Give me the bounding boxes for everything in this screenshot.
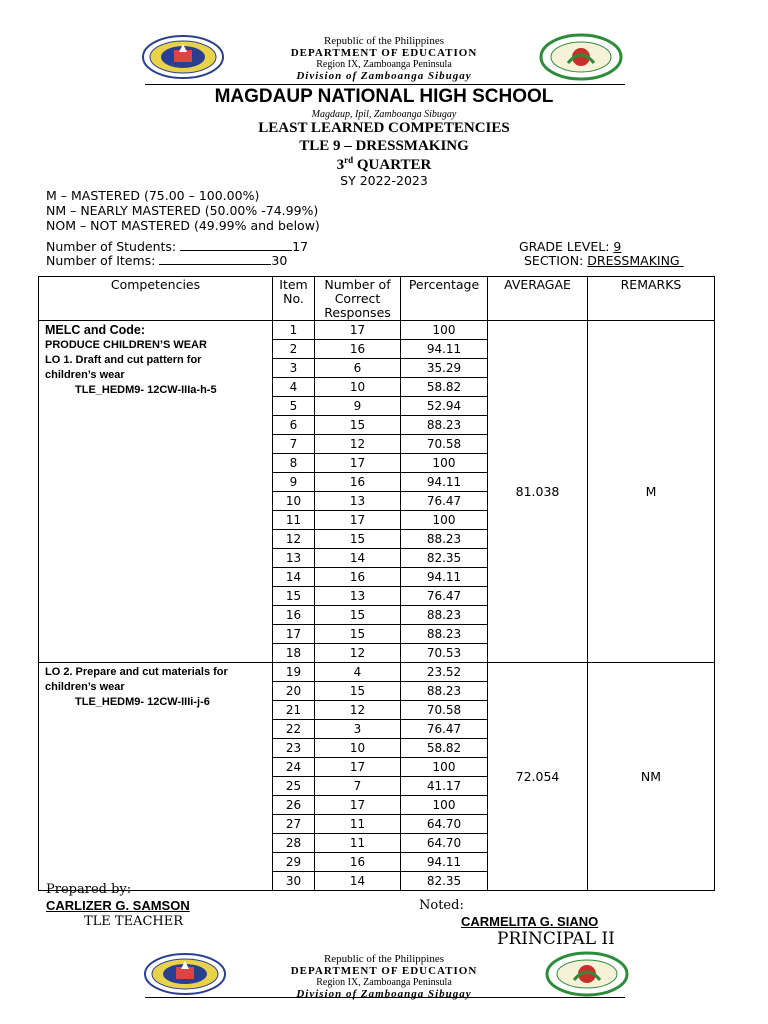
percentage-cell: 76.47 — [401, 492, 488, 511]
item-no-cell: 14 — [273, 568, 315, 587]
republic-text: Republic of the Philippines — [323, 35, 445, 47]
item-no-cell: 20 — [273, 682, 315, 701]
noted-label: Noted: — [419, 898, 464, 913]
item-no-cell: 13 — [273, 549, 315, 568]
header-remarks: REMARKS — [588, 277, 715, 321]
percentage-cell: 100 — [401, 454, 488, 473]
item-no-cell: 3 — [273, 359, 315, 378]
percentage-cell: 88.23 — [401, 682, 488, 701]
percentage-cell: 64.70 — [401, 834, 488, 853]
item-no-cell: 26 — [273, 796, 315, 815]
table-row — [39, 663, 715, 682]
students-value: 17 — [292, 239, 309, 254]
remarks-cell: NM — [588, 663, 715, 891]
correct-responses-cell: 4 — [315, 663, 401, 682]
correct-responses-cell: 16 — [315, 473, 401, 492]
item-no-cell: 19 — [273, 663, 315, 682]
percentage-cell: 70.58 — [401, 701, 488, 720]
prepared-label: Prepared by: — [46, 882, 132, 897]
header-average: AVERAGAE — [488, 277, 588, 321]
percentage-cell: 64.70 — [401, 815, 488, 834]
average-cell: 72.054 — [488, 663, 588, 891]
percentage-cell: 76.47 — [401, 720, 488, 739]
noted-title: PRINCIPAL II — [497, 929, 615, 949]
percentage-cell: 88.23 — [401, 530, 488, 549]
header-item-no: Item No. — [273, 277, 315, 321]
item-no-cell: 4 — [273, 378, 315, 397]
school-name: MAGDAUP NATIONAL HIGH SCHOOL — [214, 86, 554, 107]
legend-nearly-mastered: NM – NEARLY MASTERED (50.00% -74.99%) — [46, 203, 319, 218]
item-no-cell: 12 — [273, 530, 315, 549]
competency-line2: LO 2. Prepare and cut materials for — [45, 666, 228, 678]
competency-line2: LO 1. Draft and cut pattern for — [45, 354, 202, 366]
percentage-cell: 88.23 — [401, 606, 488, 625]
percentage-cell: 70.58 — [401, 435, 488, 454]
percentage-cell: 94.11 — [401, 853, 488, 872]
correct-responses-cell: 12 — [315, 644, 401, 663]
correct-responses-cell: 16 — [315, 568, 401, 587]
competency-line3: children’s wear — [45, 369, 125, 381]
correct-responses-cell: 15 — [315, 682, 401, 701]
percentage-cell: 23.52 — [401, 663, 488, 682]
percentage-cell: 94.11 — [401, 340, 488, 359]
mastery-legend — [46, 188, 320, 233]
correct-responses-cell: 11 — [315, 815, 401, 834]
percentage-cell: 76.47 — [401, 587, 488, 606]
item-no-cell: 5 — [273, 397, 315, 416]
percentage-cell: 82.35 — [401, 549, 488, 568]
item-no-cell: 24 — [273, 758, 315, 777]
table-row — [39, 321, 715, 340]
competencies-table — [38, 276, 715, 891]
item-no-cell: 27 — [273, 815, 315, 834]
department-text: DEPARTMENT OF EDUCATION — [290, 47, 478, 59]
header-percentage: Percentage — [401, 277, 488, 321]
item-no-cell: 23 — [273, 739, 315, 758]
percentage-cell: 82.35 — [401, 872, 488, 891]
items-info: Number of Items: 30 — [46, 253, 288, 268]
percentage-cell: 88.23 — [401, 416, 488, 435]
correct-responses-cell: 10 — [315, 378, 401, 397]
competency-code: TLE_HEDM9- 12CW-IIIi-j-6 — [75, 696, 210, 708]
item-no-cell: 29 — [273, 853, 315, 872]
correct-responses-cell: 11 — [315, 834, 401, 853]
item-no-cell: 2 — [273, 340, 315, 359]
grade-info: GRADE LEVEL: 9 — [519, 239, 622, 254]
correct-responses-cell: 3 — [315, 720, 401, 739]
average-cell: 81.038 — [488, 321, 588, 663]
percentage-cell: 58.82 — [401, 378, 488, 397]
section-value: DRESSMAKING — [587, 253, 680, 268]
footer-rule — [145, 997, 625, 998]
item-no-cell: 8 — [273, 454, 315, 473]
correct-responses-cell: 10 — [315, 739, 401, 758]
region-text: Region IX, Zamboanga Peninsula — [316, 59, 452, 70]
item-no-cell: 22 — [273, 720, 315, 739]
deped-footer: Republic of the Philippines DEPARTMENT OF EDUCATION Region IX, Zamboanga Peninsula Division of Zamboanga Sibugay — [290, 953, 478, 1000]
correct-responses-cell: 17 — [315, 758, 401, 777]
correct-responses-cell: 14 — [315, 872, 401, 891]
header-competencies: Competencies — [39, 277, 273, 321]
deped-header — [0, 35, 768, 82]
percentage-cell: 41.17 — [401, 777, 488, 796]
school-year: SY 2022-2023 — [340, 173, 428, 188]
item-no-cell: 1 — [273, 321, 315, 340]
correct-responses-cell: 17 — [315, 796, 401, 815]
remarks-cell: M — [588, 321, 715, 663]
report-quarter: 3rd QUARTER — [336, 155, 432, 173]
item-no-cell: 25 — [273, 777, 315, 796]
correct-responses-cell: 13 — [315, 492, 401, 511]
correct-responses-cell: 14 — [315, 549, 401, 568]
competency-cell — [39, 321, 273, 663]
prepared-title: TLE TEACHER — [84, 914, 184, 929]
report-subject: TLE 9 – DRESSMAKING — [299, 138, 469, 154]
item-no-cell: 28 — [273, 834, 315, 853]
competency-line3: children’s wear — [45, 681, 125, 693]
correct-responses-cell: 15 — [315, 530, 401, 549]
item-no-cell: 18 — [273, 644, 315, 663]
division-seal-top — [538, 33, 624, 86]
item-no-cell: 6 — [273, 416, 315, 435]
correct-responses-cell: 9 — [315, 397, 401, 416]
competency-melc-heading: MELC and Code: — [45, 323, 145, 337]
correct-responses-cell: 12 — [315, 701, 401, 720]
percentage-cell: 35.29 — [401, 359, 488, 378]
division-text: Division of Zamboanga Sibugay — [296, 70, 472, 82]
item-no-cell: 21 — [273, 701, 315, 720]
correct-responses-cell: 17 — [315, 321, 401, 340]
prepared-name: CARLIZER G. SAMSON — [46, 898, 190, 913]
correct-responses-cell: 15 — [315, 625, 401, 644]
percentage-cell: 52.94 — [401, 397, 488, 416]
noted-name: CARMELITA G. SIANO — [461, 914, 599, 929]
competency-cell — [39, 663, 273, 891]
correct-responses-cell: 6 — [315, 359, 401, 378]
students-info: Number of Students: 17 — [46, 239, 309, 254]
correct-responses-cell: 17 — [315, 511, 401, 530]
header-rule — [145, 84, 625, 85]
percentage-cell: 100 — [401, 796, 488, 815]
correct-responses-cell: 15 — [315, 606, 401, 625]
percentage-cell: 100 — [401, 758, 488, 777]
percentage-cell: 100 — [401, 321, 488, 340]
percentage-cell: 94.11 — [401, 473, 488, 492]
item-no-cell: 30 — [273, 872, 315, 891]
report-title: LEAST LEARNED COMPETENCIES — [258, 120, 510, 136]
percentage-cell: 94.11 — [401, 568, 488, 587]
correct-responses-cell: 13 — [315, 587, 401, 606]
percentage-cell: 100 — [401, 511, 488, 530]
competency-code: TLE_HEDM9- 12CW-IIIa-h-5 — [75, 384, 217, 396]
table-header-row — [39, 277, 715, 321]
header-correct-responses: Number of Correct Responses — [315, 277, 401, 321]
correct-responses-cell: 12 — [315, 435, 401, 454]
correct-responses-cell: 16 — [315, 853, 401, 872]
legend-mastered: M – MASTERED (75.00 – 100.00%) — [46, 188, 260, 203]
legend-not-mastered: NOM – NOT MASTERED (49.99% and below) — [46, 218, 320, 233]
correct-responses-cell: 15 — [315, 416, 401, 435]
correct-responses-cell: 16 — [315, 340, 401, 359]
section-info: SECTION: DRESSMAKING — [524, 253, 680, 268]
item-no-cell: 9 — [273, 473, 315, 492]
percentage-cell: 58.82 — [401, 739, 488, 758]
item-no-cell: 17 — [273, 625, 315, 644]
school-address: Magdaup, Ipil, Zamboanga Sibugay — [311, 109, 457, 120]
percentage-cell: 88.23 — [401, 625, 488, 644]
percentage-cell: 70.53 — [401, 644, 488, 663]
item-no-cell: 7 — [273, 435, 315, 454]
item-no-cell: 16 — [273, 606, 315, 625]
item-no-cell: 15 — [273, 587, 315, 606]
division-seal-bottom — [544, 951, 630, 1002]
competency-line1: PRODUCE CHILDREN’S WEAR — [45, 339, 207, 351]
items-value: 30 — [271, 253, 288, 268]
correct-responses-cell: 7 — [315, 777, 401, 796]
grade-value: 9 — [613, 239, 622, 254]
item-no-cell: 11 — [273, 511, 315, 530]
correct-responses-cell: 17 — [315, 454, 401, 473]
item-no-cell: 10 — [273, 492, 315, 511]
